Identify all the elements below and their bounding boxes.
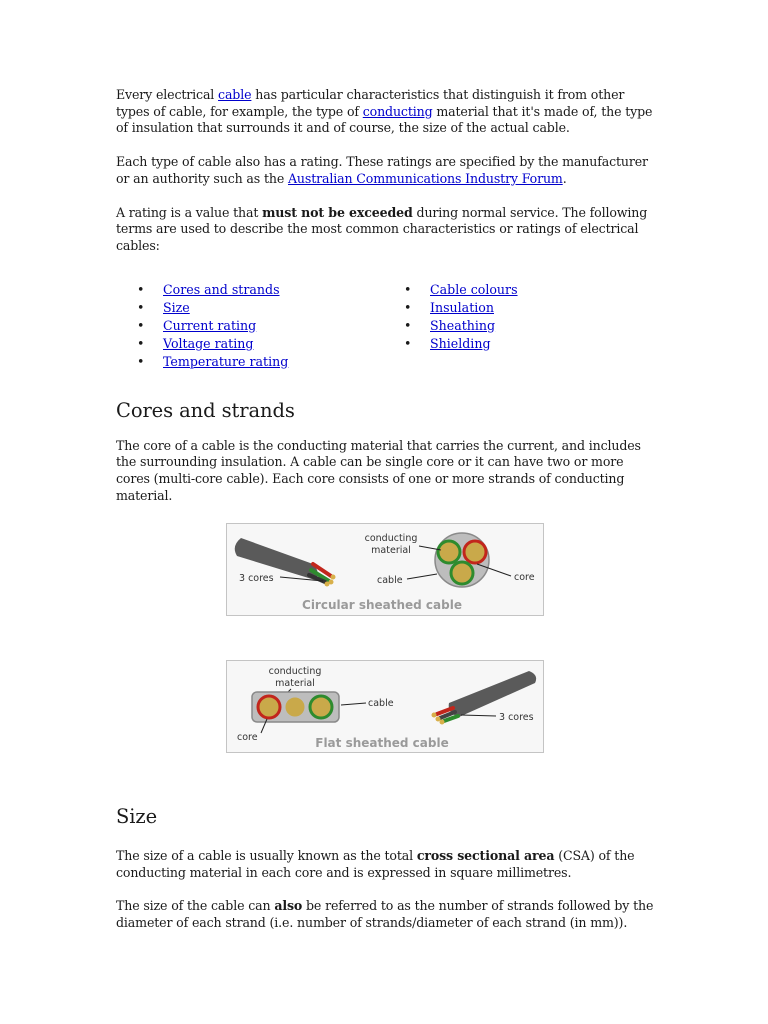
topic-link[interactable]: Shielding: [430, 335, 491, 351]
topic-link[interactable]: Current rating: [163, 317, 257, 333]
cores-paragraph: The core of a cable is the conducting material that carries the current, and includes the surrounding insulation. A cable can be single core or it can have two or more cores (multi-core cable). Each core consists of one or more strands of conducting material.: [116, 437, 641, 503]
conducting-link[interactable]: conducting: [362, 103, 433, 119]
copper-end: [325, 582, 330, 587]
copper-end: [432, 713, 437, 718]
topic-link[interactable]: Temperature rating: [163, 353, 289, 369]
flat-cable-illustration: [227, 661, 543, 752]
bullet-icon: •: [404, 299, 412, 315]
list-item: [116, 353, 288, 371]
text: during normal service. The following terms are used to describe the most common characteristics or ratings of electrical cables:: [116, 204, 648, 253]
topic-link[interactable]: Size: [163, 299, 190, 315]
list-item: [116, 281, 288, 299]
core-cross-section: [310, 696, 332, 718]
size-section: [116, 805, 656, 932]
bold-text: also: [274, 898, 303, 914]
label-material: material: [275, 678, 315, 689]
cable-link[interactable]: cable: [218, 87, 252, 102]
pointer-arrow: [407, 574, 437, 579]
bullet-icon: •: [137, 317, 145, 333]
label-3-cores: 3 cores: [239, 573, 274, 584]
list-item: [383, 281, 518, 299]
text: Every electrical: [116, 87, 219, 102]
list-item: [116, 299, 288, 317]
core-cross-section: [464, 541, 486, 563]
core-cross-section: [451, 562, 473, 584]
topic-list-right: [383, 281, 518, 353]
label-cable: cable: [368, 698, 394, 709]
figure-caption: Circular sheathed cable: [302, 598, 462, 612]
text: (CSA) of the conducting material in each core and is expressed in square millimetres.: [116, 848, 635, 880]
intro-paragraph-3: [116, 205, 656, 255]
topic-link[interactable]: Cable colours: [430, 281, 518, 297]
intro-paragraph-1: [116, 87, 656, 137]
list-item: [116, 335, 288, 353]
list-item: [383, 299, 518, 317]
topic-link[interactable]: Sheathing: [430, 317, 496, 333]
bullet-icon: •: [404, 317, 412, 333]
topic-link[interactable]: Voltage rating: [163, 335, 254, 351]
text: The size of a cable is usually known as the total: [116, 848, 417, 863]
acif-link[interactable]: Australian Communications Industry Forum: [287, 170, 563, 186]
pointer-arrow: [461, 715, 496, 716]
figure-circular-cable: [226, 523, 544, 616]
text: A rating is a value that: [116, 204, 263, 220]
list-item: [383, 317, 518, 335]
core-cross-section: [258, 696, 280, 718]
circular-cable-illustration: [227, 524, 543, 615]
bullet-icon: •: [137, 335, 145, 351]
bullet-icon: •: [137, 299, 145, 315]
text: material that it's made of, the type of insulation that surrounds it and of course, the size of the actual cable.: [116, 103, 653, 136]
article-body: [116, 87, 656, 504]
topic-lists: [116, 281, 656, 373]
size-paragraph-2: [116, 898, 656, 931]
label-conducting: conducting: [364, 533, 418, 544]
bold-text: must not be exceeded: [262, 204, 413, 220]
size-paragraph-1: [116, 848, 656, 881]
core-cross-section: [284, 696, 306, 718]
list-item: [116, 317, 288, 335]
text: Each type of cable also has a rating. These ratings are specified by the manufacturer or an authority such as the: [116, 154, 648, 186]
copper-end: [440, 720, 445, 725]
list-item: [383, 335, 518, 353]
label-core: core: [237, 732, 258, 743]
label-3-cores: 3 cores: [499, 712, 534, 723]
core-cross-section: [438, 541, 460, 563]
section-heading-size: Size: [116, 805, 158, 828]
figure-flat-cable: [226, 660, 544, 753]
label-conducting: conducting: [268, 666, 322, 677]
pointer-arrow: [341, 703, 366, 705]
text: be referred to as the number of strands followed by the diameter of each strand (i.e. number of strands/diameter of each strand (in mm)).: [116, 898, 654, 931]
topic-link[interactable]: Insulation: [430, 299, 494, 315]
copper-end: [436, 717, 441, 722]
text: .: [562, 170, 567, 186]
topic-link[interactable]: Cores and strands: [163, 281, 280, 297]
bold-text: cross sectional area: [416, 848, 555, 863]
figure-caption: Flat sheathed cable: [315, 736, 449, 750]
topic-list-left: [116, 281, 288, 371]
text: The size of the cable can: [116, 898, 275, 914]
section-heading-cores: Cores and strands: [116, 398, 295, 422]
text: has particular characteristics that distinguish it from other types of cable, for example, the type of: [116, 87, 625, 119]
intro-paragraph-2: [116, 154, 656, 187]
copper-end: [331, 575, 336, 580]
bullet-icon: •: [137, 281, 145, 297]
cable-sheath-shape: [449, 671, 536, 717]
bullet-icon: •: [404, 281, 412, 297]
bullet-icon: •: [137, 353, 145, 369]
label-material: material: [371, 545, 411, 556]
bullet-icon: •: [404, 335, 412, 351]
label-core: core: [514, 572, 535, 583]
label-cable: cable: [377, 575, 403, 586]
